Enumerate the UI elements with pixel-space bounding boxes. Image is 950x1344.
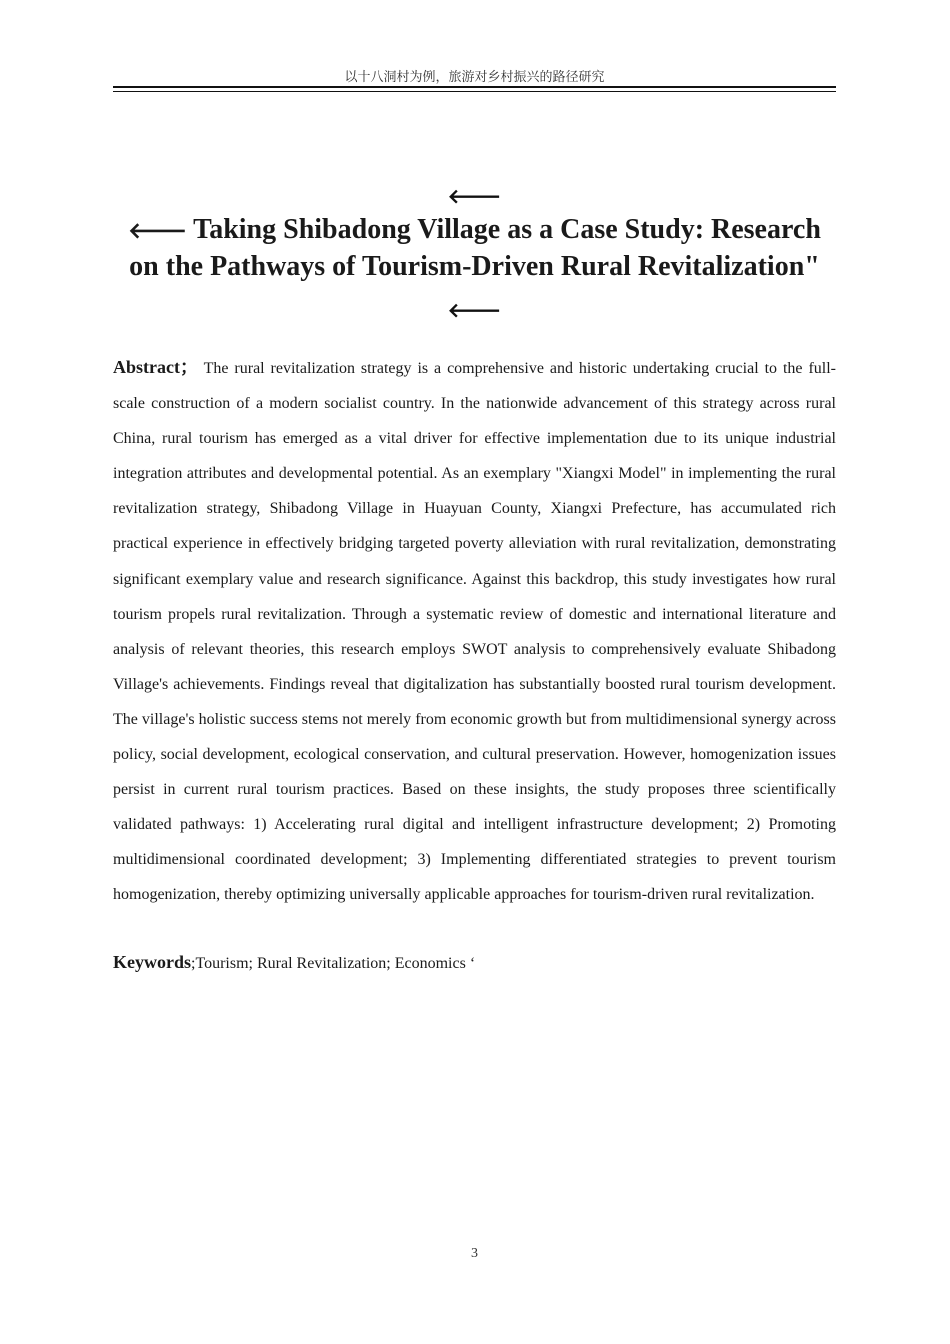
page-number: 3 <box>471 1246 478 1261</box>
keywords-line <box>113 948 836 978</box>
running-header: 以十八洞村为例，旅游对乡村振兴的路径研究 <box>344 70 605 85</box>
keywords-text: ;Tourism; Rural Revitalization; Economics ‘ <box>191 955 476 972</box>
paragraph-mark-icon: 🡐 <box>447 184 502 208</box>
abstract-text: The rural revitalization strategy is a comprehensive and historic undertaking crucial to the full-scale construction of a modern socialist country. In the nationwide advancement of this strategy across rural China, rural tourism has emerged as a vital driver for effective implementation due to its unique industrial integration attributes and developmental potential. As an exemplary "Xiangxi Model" in implementing the rural revitalization strategy, Shibadong Village in Huayuan County, Xiangxi Prefecture, has accumulated rich practical experience in effectively bridging targeted poverty alleviation with rural revitalization, demonstrating significant exemplary value and research significance. Against this backdrop, this study investigates how rural tourism propels rural revitalization. Through a systematic review of domestic and international literature and analysis of relevant theories, this research employs SWOT analysis to comprehensively evaluate Shibadong Village's achievements. Findings reveal that digitalization has substantially boosted rural tourism development. The village's holistic success stems not merely from economic growth but from multidimensional synergy across policy, social development, ecological conservation, and cultural preservation. However, homogenization issues persist in current rural tourism practices. Based on these insights, the study proposes three scientifically validated pathways: 1) Accelerating rural digital and intelligent infrastructure development; 2) Promoting multidimensional coordinated development; 3) Implementing differentiated strategies to prevent tourism homogenization, thereby optimizing universally applicable approaches for tourism-driven rural revitalization. <box>113 360 836 904</box>
paper-title: Taking Shibadong Village as a Case Study: Research on the Pathways of Tourism-Driven Rural Revitalization" <box>129 214 821 282</box>
keywords-label: Keywords <box>113 952 191 972</box>
abstract-label: Abstract； <box>113 357 198 377</box>
paragraph-mark-icon: 🡐 <box>447 298 502 322</box>
header-rule-thin <box>113 91 836 92</box>
header-rule-thick <box>113 86 836 88</box>
paper-title-block <box>113 212 836 284</box>
paragraph-mark-icon: 🡐 <box>128 219 188 244</box>
abstract-paragraph <box>113 350 836 913</box>
